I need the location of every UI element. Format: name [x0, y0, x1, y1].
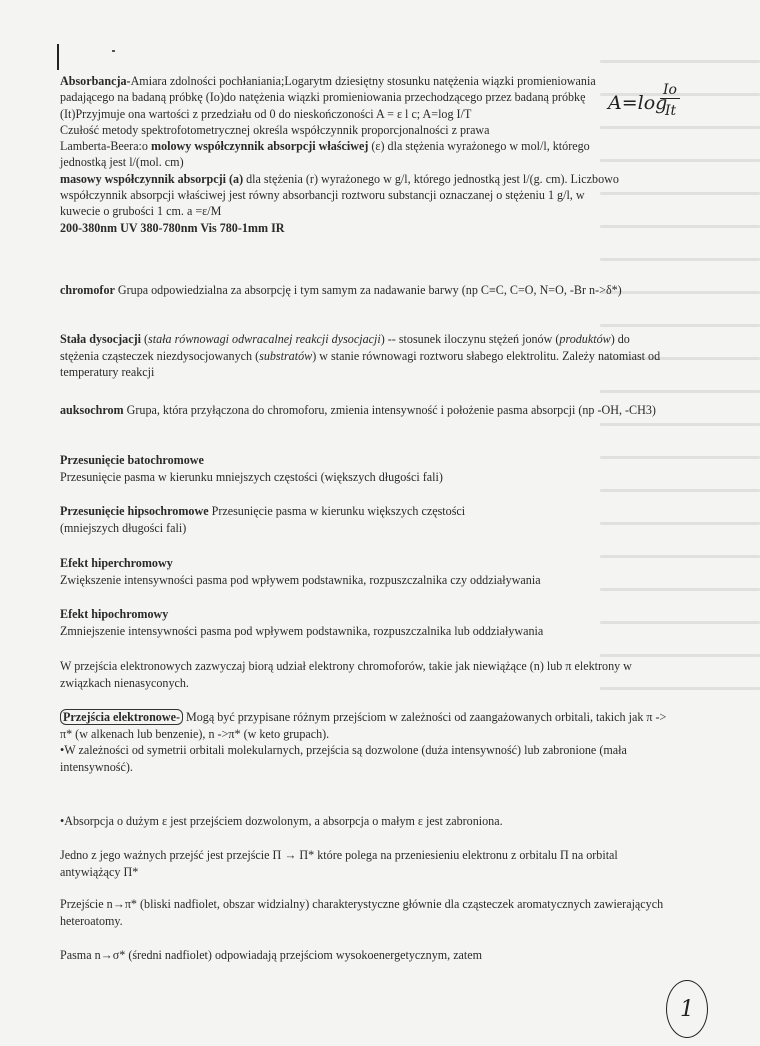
absorbancja-term: Absorbancja- [60, 74, 131, 88]
przejscia-paragraph: Przejścia elektronowe- Mogą być przypisane różnym przejściom w zależności od zaangażowanych orbitali, takich jak π -> π* (w alkenach lub benzenie), n ->π* (w keto grupach). •W zależności od symetrii orbitali molekularnych, przejścia są dozwolone (duża intensywność) lub zabronione (mała intensywność). [60, 710, 667, 774]
masowy-term: masowy współczynnik absorpcji (a) [60, 171, 244, 186]
absorbancja-paragraph [60, 73, 620, 122]
hipsochrom-term: Przesunięcie hipsochromowe [60, 504, 209, 518]
absorpcja-line: •Absorpcja o dużym ε jest przejściem dozwolonym, a absorpcja o małym ε jest zabroniona. [60, 814, 503, 828]
scan-speck [112, 50, 115, 52]
stala-paragraph: Stała dysocjacji (stała równowagi odwracalnej reakcji dysocjacji) -- stosunek iloczynu stężeń jonów (produktów) do stężenia cząsteczek niezdysocjowanych (substratów) w stanie równowagi roztworu słabego elektrolitu. Zależy natomiast od temperatury reakcji [60, 332, 661, 379]
hipochrom-term: Efekt hipochromowy [60, 607, 169, 621]
masowy-paragraph: masowy współczynnik absorpcji (a) dla stężenia (r) wyrażonego w g/l, którego jednostką jest l/(g. cm). Liczbowo współczynnik absorpcji właściwej jest równy absorbancji roztworu substancji oznaczanej o stężeniu 1 g/l, w kuwecie o grubości 1 cm. a =ε/M [60, 171, 619, 219]
auksochrom-paragraph: auksochrom Grupa, która przyłączona do chromoforu, zmienia intensywność i położenie pasma absorpcji (np -OH, -CH3) [60, 403, 656, 417]
molowy-term: molowy współczynnik absorpcji właściwej [151, 139, 369, 154]
handwritten-numerator: Io [660, 82, 680, 99]
stala-term: Stała dysocjacji [60, 332, 141, 346]
chromofor-paragraph: chromofor Grupa odpowiedzialna za absorpcję i tym samym za nadawanie barwy (np C≡C, C=O, N=O, -Br n->δ*) [60, 283, 622, 297]
hiperchrom-paragraph: Efekt hiperchromowy Zwiększenie intensywności pasma pod wpływem podstawnika, rozpuszczalnika czy oddziaływania [60, 556, 541, 587]
przejscia-intro: W przejścia elektronowych zazwyczaj biorą udział elektrony chromoforów, takie jak niewiążące (n) lub π elektrony w związkach nienasyconych. [60, 659, 632, 690]
main-text-block [60, 73, 620, 236]
auksochrom-term: auksochrom [60, 403, 124, 417]
batochrom-paragraph: Przesunięcie batochromowe Przesunięcie pasma w kierunku mniejszych częstości (większych długości fali) [60, 453, 443, 484]
przejscia-term: Przejścia elektronowe- [60, 709, 183, 725]
n-sigma-line: Pasma n→σ* (średni nadfiolet) odpowiadają przejściom wysokoenergetycznym, zatem [60, 948, 483, 962]
hiperchrom-term: Efekt hiperchromowy [60, 556, 173, 570]
jedno-line: Jedno z jego ważnych przejść jest przejście Π → Π* które polega na przeniesieniu elektronu z orbitalu Π na orbital antywiążący Π* [60, 848, 618, 879]
czulosc-line: Czułość metody spektrofotometrycznej określa współczynnik proporcjonalności z prawa [60, 122, 490, 137]
n-pi-line: Przejście n→π* (bliski nadfiolet, obszar widzialny) charakterystyczne głównie dla cząsteczek aromatycznych zawierających heteroatomy. [60, 897, 664, 928]
chromofor-term: chromofor [60, 283, 115, 297]
molowy-paragraph: Lamberta-Beera:o molowy współczynnik absorpcji właściwej (ε) dla stężenia wyrażonego w mol/l, którego jednostką jest l/(mol. cm) [60, 139, 590, 170]
handwritten-formula: A=log [608, 92, 668, 114]
absorbancja-text: Amiara zdolności pochłaniania;Logarytm dziesiętny stosunku natężenia wiązki promieniowania padającego na badaną próbkę (Io)do natężenia wiązki promieniowania przechodzącego przez badaną próbkę (It)Przyjmuje ona wartości z przedziału od 0 do nieskończoności A = ε l c; A=log I/T [60, 74, 596, 121]
hipsochrom-paragraph: Przesunięcie hipsochromowe Przesunięcie pasma w kierunku większych częstości (mniejszych długości fali) [60, 504, 466, 535]
spectral-ranges: 200-380nm UV 380-780nm Vis 780-1mm IR [60, 220, 285, 235]
handwritten-denominator: It [665, 103, 677, 119]
margin-pen-mark [57, 44, 59, 70]
batochrom-term: Przesunięcie batochromowe [60, 453, 204, 467]
page-number-circled: 1 [666, 980, 708, 1038]
hipochrom-paragraph: Efekt hipochromowy Zmniejszenie intensywności pasma pod wpływem podstawnika, rozpuszczalnika lub oddziaływania [60, 607, 544, 638]
